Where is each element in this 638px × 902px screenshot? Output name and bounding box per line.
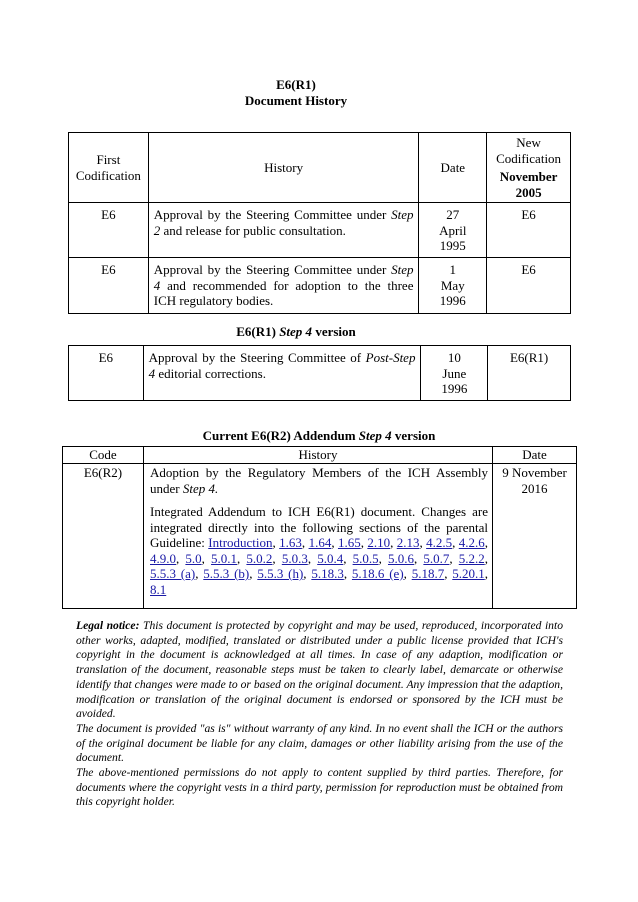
- new-codification-cell: E6: [487, 203, 571, 258]
- history-cell: [144, 464, 493, 609]
- date-cell: 10 June 1996: [421, 346, 488, 401]
- section-link[interactable]: 5.0.1: [211, 550, 238, 566]
- section-link[interactable]: 8.1: [150, 581, 167, 597]
- section-link[interactable]: 5.0.7: [423, 550, 450, 566]
- header-date: Date: [493, 447, 577, 464]
- header-date: Date: [419, 133, 487, 203]
- legal-paragraph-2: The document is provided "as is" without warranty of any kind. In no event shall the ICH or the authors of the original document be liable for any claim, damages or other liability arising from the use of the document.: [76, 721, 563, 765]
- header-history: History: [148, 133, 419, 203]
- legal-paragraph-3: The above-mentioned permissions do not apply to content supplied by third parties. Therefore, for documents where the copyright vests in a third party, permission for reproduction must be obtained from this copyright holder.: [76, 766, 563, 809]
- section-link[interactable]: 4.2.5: [426, 535, 453, 550]
- section-link[interactable]: 5.18.7: [411, 566, 445, 581]
- date-cell: 1 May 1996: [419, 258, 487, 314]
- section-link[interactable]: 5.5.3 (b): [203, 566, 250, 581]
- document-heading: [0, 77, 592, 109]
- header-new-codification: New Codification November 2005: [487, 133, 571, 203]
- section-links: Introduction, 1.63, 1.64, 1.65, 2.10, 2.13, 4.2.5, 4.2.6, 4.9.0, 5.0, 5.0.1, 5.0.2, 5.0.3, 5.0.4, 5.0.5, 5.0.6, 5.0.7, 5.2.2, 5.5.3 (a), 5.5.3 (b), 5.5.3 (h), 5.18.3, 5.18.6 (e), 5.18.7, 5.20.1, 8.1: [150, 535, 489, 597]
- section-link[interactable]: 5.0.6: [387, 550, 414, 566]
- section-link[interactable]: 5.0.3: [281, 550, 308, 566]
- section-link[interactable]: 5.20.1: [452, 566, 485, 581]
- date-cell: 27 April 1995: [419, 203, 487, 258]
- history-table: [68, 132, 571, 314]
- section-link[interactable]: 4.9.0: [150, 550, 176, 566]
- section-link[interactable]: 5.18.3: [311, 566, 344, 581]
- new-codification-cell: E6(R1): [488, 346, 571, 401]
- addendum-integration-text: Integrated Addendum to ICH E6(R1) document. Changes are integrated directly into the following sections of the parental Guideline: Introduction, 1.63, 1.64, 1.65, 2.10, 2.13, 4.2.5, 4.2.6, 4.9.0, 5.0, 5.0.1, 5.0.2, 5.0.3, 5.0.4, 5.0.5, 5.0.6, 5.0.7, 5.2.2, 5.5.3 (a), 5.5.3 (b), 5.5.3 (h), 5.18.3, 5.18.6 (e), 5.18.7, 5.20.1, 8.1: [150, 504, 489, 597]
- date-cell: 9 November 2016: [493, 464, 577, 609]
- first-codification-cell: E6: [69, 203, 149, 258]
- table-row: [69, 258, 571, 314]
- legal-notice: [76, 619, 563, 810]
- addendum-table: [62, 446, 577, 609]
- legal-label: Legal notice:: [76, 619, 140, 632]
- addendum-section-title: Current E6(R2) Addendum Step 4 version: [202, 428, 436, 443]
- step4-table: [68, 345, 571, 401]
- section-link[interactable]: 5.0.2: [246, 550, 273, 566]
- step4-section-title: E6(R1) Step 4 version: [236, 324, 356, 339]
- section-link[interactable]: 5.2.2: [458, 550, 485, 566]
- addendum-adoption-text: Adoption by the Regulatory Members of the ICH Assembly under Step 4.: [150, 465, 488, 496]
- code-cell: E6(R2): [63, 464, 144, 609]
- history-cell: Approval by the Steering Committee under Step 4 and recommended for adoption to the three ICH regulatory bodies.: [148, 258, 419, 314]
- section-link[interactable]: 5.0.5: [352, 550, 379, 566]
- section-link[interactable]: 1.63: [279, 535, 302, 550]
- section-link[interactable]: 5.5.3 (h): [257, 566, 304, 581]
- history-cell: Approval by the Steering Committee of Post-Step 4 editorial corrections.: [143, 346, 421, 401]
- table-header-row: [63, 447, 577, 464]
- first-codification-cell: E6: [69, 258, 149, 314]
- section-link[interactable]: 1.65: [337, 535, 361, 550]
- table-row: [63, 464, 577, 609]
- table-row: [69, 203, 571, 258]
- table-row: [69, 346, 571, 401]
- new-codification-cell: E6: [487, 258, 571, 314]
- section-link[interactable]: Introduction: [208, 535, 273, 550]
- section-link[interactable]: 4.2.6: [458, 535, 485, 550]
- document-history-title: Document History: [244, 93, 348, 108]
- history-cell: Approval by the Steering Committee under Step 2 and release for public consultation.: [148, 203, 419, 258]
- section-link[interactable]: 5.0.4: [317, 550, 344, 566]
- header-first-codification: First Codification: [69, 133, 149, 203]
- header-history: History: [144, 447, 493, 464]
- header-code: Code: [63, 447, 144, 464]
- section-link[interactable]: 5.0: [185, 550, 202, 566]
- legal-paragraph-1: Legal notice: This document is protected by copyright and may be used, reproduced, incorporated into other works, adapted, modified, translated or distributed under a public license provided that ICH's copyright in the document is acknowledged at all times. In case of any adaption, modification or translation of the document, reasonable steps must be taken to clearly label, demarcate or otherwise identify that changes were made to or based on the original document. Any impression that the adaption, modification or translation of the original document is endorsed or sponsored by the ICH must be avoided.: [76, 619, 563, 721]
- document-code: E6(R1): [276, 77, 316, 92]
- first-codification-cell: E6: [69, 346, 144, 401]
- section-link[interactable]: 5.5.3 (a): [150, 566, 196, 581]
- section-link[interactable]: 2.10: [367, 535, 391, 550]
- table-header-row: [69, 133, 571, 203]
- section-link[interactable]: 2.13: [396, 535, 420, 550]
- section-link[interactable]: 1.64: [308, 535, 332, 550]
- section-link[interactable]: 5.18.6 (e): [351, 566, 404, 581]
